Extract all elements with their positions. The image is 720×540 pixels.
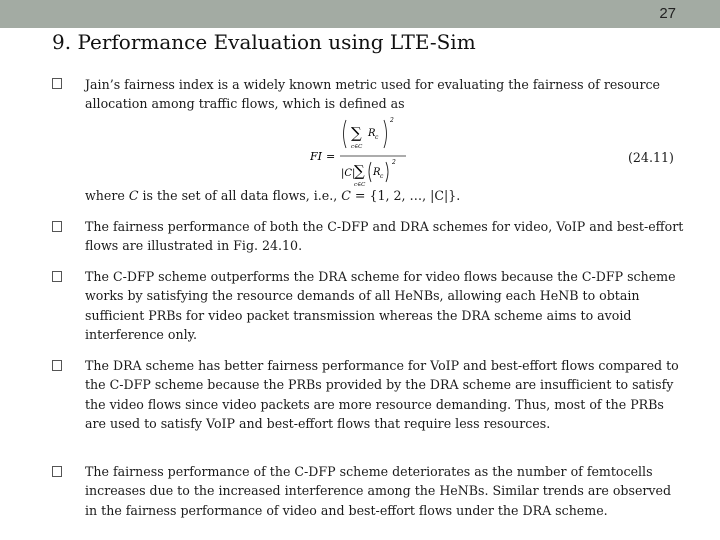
fairness-index-formula (310, 112, 420, 192)
slide-title: 9. Performance Evaluation using LTE-Sim (52, 30, 476, 54)
where-var-c: C (128, 188, 139, 203)
numerator-exponent: 2 (390, 117, 394, 124)
denominator-set-size: |C| (341, 168, 356, 179)
numerator-sum-symbol: ∑ (351, 124, 362, 142)
bullet-checkbox-icon (52, 360, 62, 371)
denominator-sum-symbol: ∑ (354, 162, 365, 180)
denominator-term-sub: c (380, 173, 384, 180)
top-bar (0, 0, 720, 28)
numerator-term-sub: c (375, 134, 379, 141)
numerator-sum-index: c∈C (351, 144, 363, 150)
where-suffix: = {1, 2, …, |C|}. (350, 188, 461, 203)
equation-number: (24.11) (628, 150, 674, 165)
where-var-c2: C (341, 188, 351, 203)
numerator-close-paren (384, 120, 387, 148)
where-text (85, 186, 685, 205)
bullet-text-3: The C-DFP scheme outperforms the DRA scheme for video flows because the C-DFP scheme works by satisfying the resource demands of all HeNBs, allowing each HeNB to obtain sufficient PRBs for video packet transmission whereas the DRA scheme aims to avoid interference only. (85, 269, 676, 342)
denominator-close-paren (386, 162, 388, 182)
denominator-open-paren (369, 162, 371, 182)
bullet-checkbox-icon (52, 221, 62, 232)
bullet-text-4: The DRA scheme has better fairness performance for VoIP and best-effort flows compared to the C-DFP scheme because the PRBs provided by the DRA scheme are insufficient to satisfy the video flows since video packets are more resource demanding. Thus, most of the PRBs are used to satisfy VoIP and best-effort flows that require less resources. (85, 358, 679, 431)
denominator-term: R (373, 167, 381, 178)
where-middle: is the set of all data flows, i.e., (138, 188, 342, 203)
formula-lhs: FI (310, 150, 322, 163)
numerator-term: R (368, 128, 376, 139)
bullet-text-2: The fairness performance of both the C-DFP and DRA schemes for video, VoIP and best-effort flows are illustrated in Fig. 24.10. (85, 219, 684, 254)
bullet-text-1: Jain’s fairness index is a widely known metric used for evaluating the fairness of resource allocation among traffic flows, which is defined as (85, 77, 660, 112)
bullet-checkbox-icon (52, 78, 62, 89)
bullet-checkbox-icon (52, 271, 62, 282)
formula-equals: = (326, 150, 336, 163)
where-prefix: where (85, 188, 129, 203)
denominator-sum-index: c∈C (354, 182, 366, 188)
bullet-checkbox-icon (52, 466, 62, 477)
slide-number: 27 (659, 5, 676, 22)
numerator-open-paren (344, 120, 347, 148)
denominator-exponent: 2 (392, 159, 396, 166)
bullet-text-5: The fairness performance of the C-DFP scheme deteriorates as the number of femtocells increases due to the increased interference among the HeNBs. Similar trends are observed in the fairness performance of video and best-effort flows under the DRA scheme. (85, 464, 672, 518)
